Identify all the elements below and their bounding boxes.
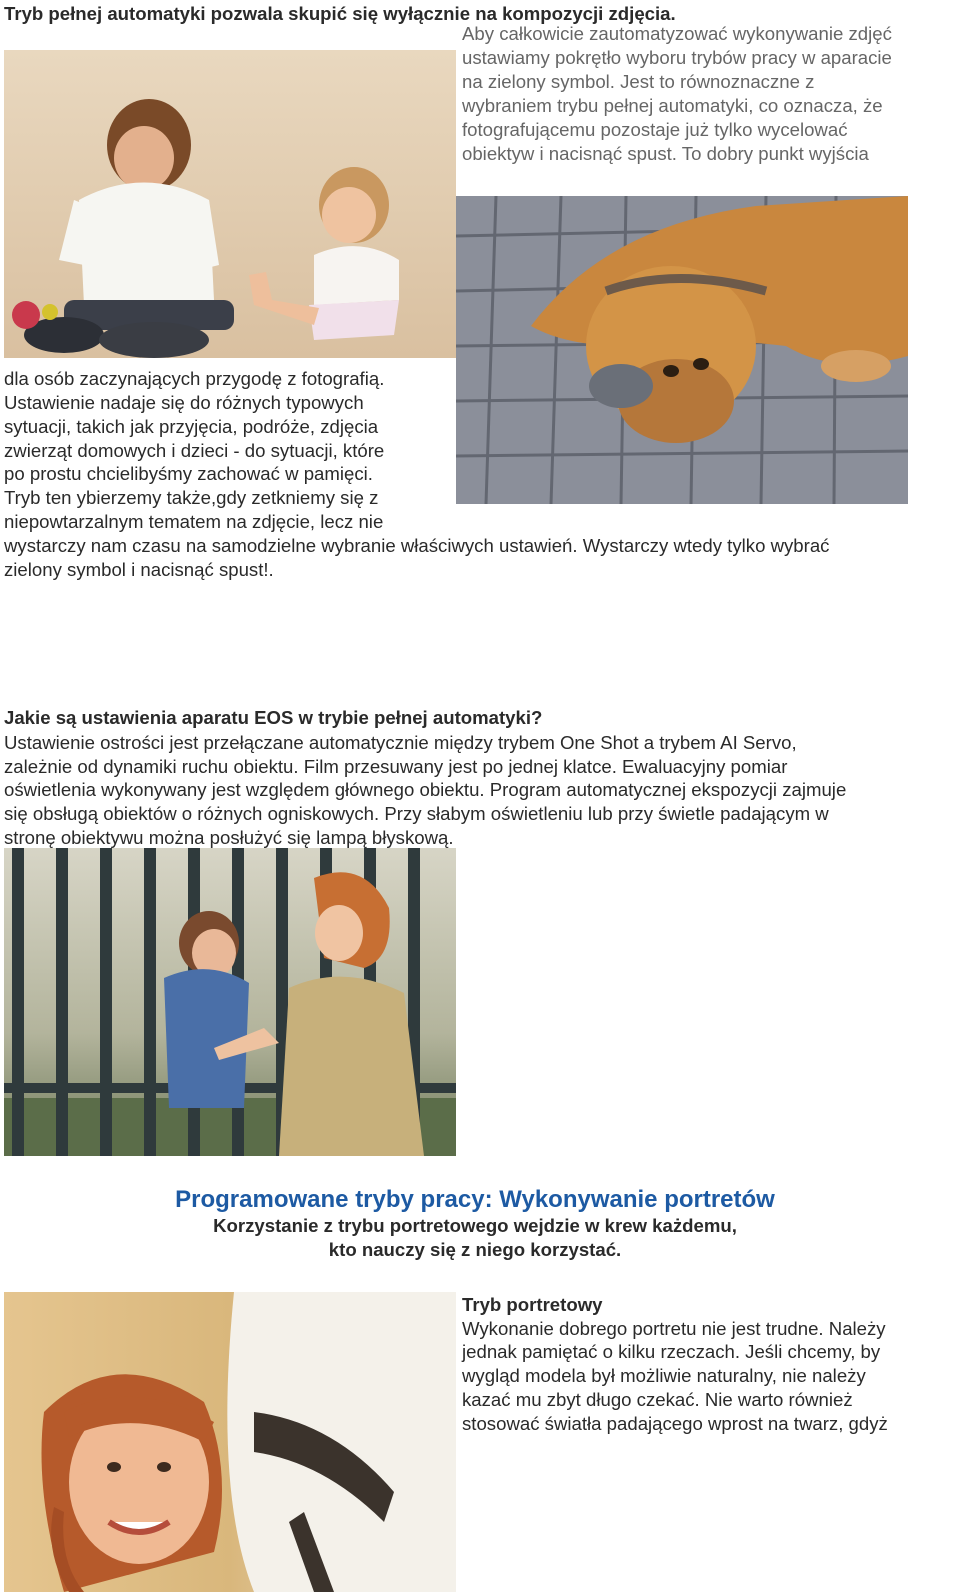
- body-line-1: dla osób zaczynających przygodę z fotografią.: [4, 368, 385, 389]
- body-line-6: Tryb ten ybierzemy także,gdy zetkniemy się z: [4, 487, 379, 508]
- portrait-line-5: stosować światła padającego wprost na twarz, gdyż: [462, 1413, 888, 1434]
- body-line-7: niepowtarzalnym tematem na zdjęcie, lecz nie: [4, 511, 384, 532]
- settings-line-4: się obsługą obiektów o różnych ogniskowych. Przy słabym oświetleniu lub przy świetle padającym w: [4, 803, 829, 824]
- intro-line-1: Aby całkowicie zautomatyzować wykonywanie zdjęć: [462, 23, 892, 44]
- intro-line-4: wybraniem trybu pełnej automatyki, co oznacza, że: [462, 95, 883, 116]
- body-line-3: sytuacji, takich jak przyjęcia, podróże, zdjęcia: [4, 416, 379, 437]
- girl-with-horse-photo: [4, 1292, 456, 1592]
- portrait-subtitle-line-1: Korzystanie z trybu portretowego wejdzie w krew każdemu,: [213, 1215, 737, 1236]
- body-line-5: po prostu chcielibyśmy zachować w pamięci.: [4, 463, 373, 484]
- settings-line-3: oświetlenia wykonywany jest względem głównego obiektu. Program automatycznej ekspozycji zajmuje: [4, 779, 847, 800]
- dog-on-cobblestones-photo: [456, 196, 908, 504]
- portrait-mode-heading: Tryb portretowy: [462, 1294, 603, 1315]
- body-line-8: wystarczy nam czasu na samodzielne wybranie właściwych ustawień. Wystarczy wtedy tylko wybrać: [4, 535, 830, 556]
- intro-line-2: ustawiamy pokrętło wyboru trybów pracy w aparacie: [462, 47, 892, 68]
- portrait-subtitle-line-2: kto nauczy się z niego korzystać.: [328, 1239, 622, 1260]
- portrait-line-1: Wykonanie dobrego portretu nie jest trudne. Należy: [462, 1318, 886, 1339]
- body-line-2: Ustawienie nadaje się do różnych typowych: [4, 392, 364, 413]
- intro-line-3: na zielony symbol. Jest to równoznaczne z: [462, 71, 815, 92]
- settings-line-2: zależnie od dynamiki ruchu obiektu. Film przesuwany jest po jednej klatce. Ewaluacyjny pomiar: [4, 756, 788, 777]
- intro-line-5: fotografującemu pozostaje już tylko wycelować: [462, 119, 848, 140]
- portrait-line-2: jednak pamiętać o kilku rzeczach. Jeśli chcemy, by: [462, 1341, 881, 1362]
- body-line-9: zielony symbol i nacisnąć spust!.: [4, 559, 274, 580]
- settings-line-5: stronę obiektywu można posłużyć się lampą błyskową.: [4, 827, 454, 848]
- children-on-sand-photo: [4, 50, 456, 358]
- portrait-line-3: wygląd modela był możliwie naturalny, nie należy: [462, 1365, 866, 1386]
- portrait-modes-title: Programowane tryby pracy: Wykonywanie portretów: [175, 1186, 775, 1213]
- intro-line-6: obiektyw i nacisnąć spust. To dobry punkt wyjścia: [462, 143, 869, 164]
- portrait-line-4: kazać mu zbyt długo czekać. Nie warto również: [462, 1389, 853, 1410]
- headline: Tryb pełnej automatyki pozwala skupić się wyłącznie na kompozycji zdjęcia.: [4, 3, 676, 24]
- settings-line-1: Ustawienie ostrości jest przełączane automatycznie między trybem One Shot a trybem AI Servo,: [4, 732, 797, 753]
- mother-child-fence-photo: [4, 848, 456, 1156]
- settings-question-heading: Jakie są ustawienia aparatu EOS w trybie pełnej automatyki?: [4, 707, 543, 728]
- body-line-4: zwierząt domowych i dzieci - do sytuacji, które: [4, 440, 385, 461]
